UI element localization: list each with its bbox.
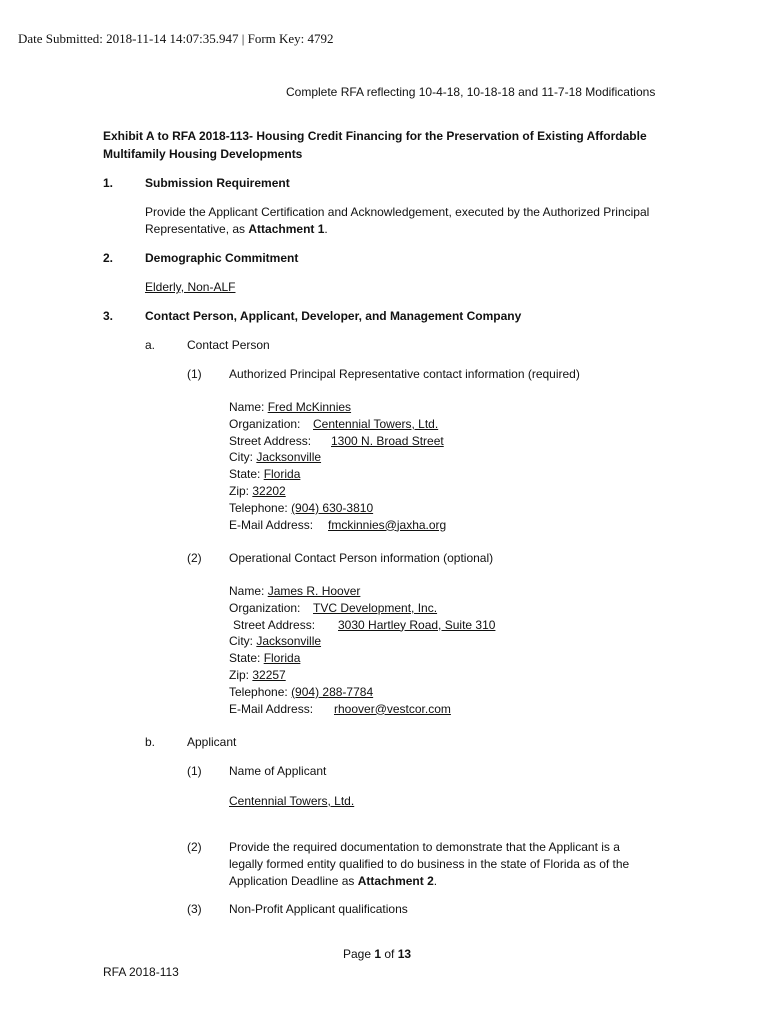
page-number: Page 1 of 13 (343, 947, 412, 961)
section-1-number: 1. (103, 176, 114, 190)
subsection-a-title: Contact Person (187, 338, 270, 352)
contact-phone-value: (904) 288-7784 (291, 684, 374, 699)
contact-city-row: City: Jacksonville (229, 450, 322, 465)
applicant-item-3-title: Non-Profit Applicant qualifications (229, 902, 408, 916)
contact-org-value: TVC Development, Inc. (313, 600, 438, 615)
section-2-heading: Demographic Commitment (145, 251, 299, 265)
contact-street-value: 3030 Hartley Road, Suite 310 (338, 617, 496, 632)
contact-item-1-title: Authorized Principal Representative contact information (required) (229, 367, 580, 381)
contact-org-row: Organization: TVC Development, Inc. (229, 600, 438, 615)
contact-city-row: City: Jacksonville (229, 634, 322, 649)
contact-item-1-number: (1) (187, 367, 202, 381)
subsection-b-letter: b. (145, 735, 156, 749)
exhibit-title-line1: Exhibit A to RFA 2018-113- Housing Credit Financing for the Preservation of Existing Affordable (103, 129, 647, 143)
contact-state-row: State: Florida (229, 467, 301, 482)
contact-email-value: rhoover@vestcor.com (334, 701, 451, 716)
section-3-heading: Contact Person, Applicant, Developer, and Management Company (145, 309, 522, 323)
contact-phone-row: Telephone: (904) 288-7784 (229, 684, 374, 699)
contact-email-row: E-Mail Address: fmckinnies@jaxha.org (229, 517, 447, 532)
contact-phone-value: (904) 630-3810 (291, 500, 374, 515)
section-2-number: 2. (103, 251, 114, 265)
attachment-2-label: Attachment 2 (357, 874, 434, 888)
contact-city-value: Jacksonville (256, 634, 322, 649)
applicant-item-2-line1: Provide the required documentation to demonstrate that the Applicant is a (229, 840, 620, 854)
applicant-item-1-title: Name of Applicant (229, 764, 327, 778)
contact-street-row: Street Address: 3030 Hartley Road, Suite 310 (233, 617, 496, 632)
applicant-name-value: Centennial Towers, Ltd. (229, 794, 355, 808)
applicant-item-3-number: (3) (187, 902, 202, 916)
contact-email-row: E-Mail Address: rhoover@vestcor.com (229, 701, 451, 716)
contact-item-2-number: (2) (187, 551, 202, 565)
applicant-item-2-line2: legally formed entity qualified to do business in the state of Florida as of the (229, 857, 630, 871)
contact-org-row: Organization: Centennial Towers, Ltd. (229, 416, 439, 431)
contact-name-row: Name: James R. Hoover (229, 584, 361, 598)
applicant-item-2-line3: Application Deadline as Attachment 2. (229, 874, 438, 888)
applicant-item-2-number: (2) (187, 840, 202, 854)
contact-street-row: Street Address: 1300 N. Broad Street (229, 433, 444, 448)
contact-phone-row: Telephone: (904) 630-3810 (229, 500, 374, 515)
contact-city-value: Jacksonville (256, 450, 322, 465)
attachment-1-label: Attachment 1 (248, 222, 325, 236)
footer-rfa: RFA 2018-113 (103, 965, 179, 979)
contact-zip-row: Zip: 32202 (229, 483, 286, 498)
contact-zip-value: 32202 (252, 483, 286, 498)
authorized-contact-block (229, 399, 447, 533)
exhibit-title-line2: Multifamily Housing Developments (103, 147, 303, 161)
subsection-a-letter: a. (145, 338, 156, 352)
section-1-heading: Submission Requirement (145, 176, 290, 190)
contact-state-row: State: Florida (229, 651, 301, 666)
section-3-number: 3. (103, 309, 114, 323)
demographic-value: Elderly, Non-ALF (145, 280, 236, 294)
subsection-b-title: Applicant (187, 735, 237, 749)
contact-org-value: Centennial Towers, Ltd. (313, 416, 439, 431)
modifications-note: Complete RFA reflecting 10-4-18, 10-18-18 and 11-7-18 Modifications (286, 85, 656, 99)
section-1-text-line1: Provide the Applicant Certification and Acknowledgement, executed by the Authorized Principal (145, 205, 650, 219)
section-1-text-line2: Representative, as Attachment 1. (145, 222, 328, 236)
contact-street-value: 1300 N. Broad Street (331, 433, 444, 448)
contact-state-value: Florida (263, 467, 301, 482)
contact-name-value: Fred McKinnies (267, 400, 352, 414)
operational-contact-block (229, 583, 496, 717)
contact-name-row: Name: Fred McKinnies (229, 400, 352, 414)
contact-item-2-title: Operational Contact Person information (optional) (229, 551, 494, 565)
submission-header: Date Submitted: 2018-11-14 14:07:35.947 | Form Key: 4792 (18, 31, 334, 46)
contact-email-value: fmckinnies@jaxha.org (328, 517, 447, 532)
applicant-item-1-number: (1) (187, 764, 202, 778)
contact-state-value: Florida (263, 651, 301, 666)
contact-zip-row: Zip: 32257 (229, 667, 286, 682)
contact-zip-value: 32257 (252, 667, 286, 682)
contact-name-value: James R. Hoover (267, 584, 361, 598)
